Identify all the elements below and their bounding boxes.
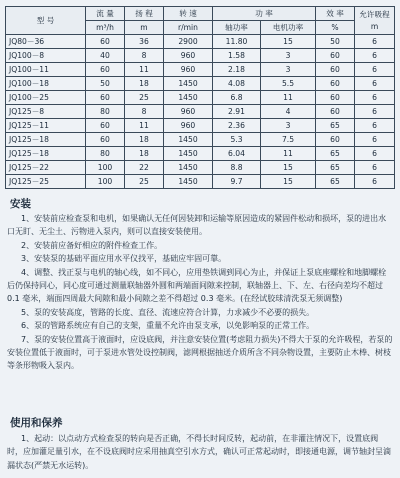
cell-motor: 11 (261, 147, 316, 161)
cell-motor: 3 (261, 119, 316, 133)
cell-speed: 960 (164, 63, 213, 77)
cell-model: JQ125－8 (6, 105, 86, 119)
cell-head: 8 (125, 49, 164, 63)
header-power: 功 率 (213, 7, 316, 21)
cell-motor: 15 (261, 35, 316, 49)
unit-flow: m³/h (86, 21, 125, 35)
cell-motor: 3 (261, 63, 316, 77)
cell-speed: 960 (164, 119, 213, 133)
header-suction-label: 允许吸程 (359, 9, 390, 19)
cell-shaft: 6.04 (213, 147, 261, 161)
cell-motor: 11 (261, 91, 316, 105)
cell-head: 8 (125, 105, 164, 119)
install-section (7, 212, 393, 373)
cell-eff: 50 (316, 35, 355, 49)
cell-eff: 60 (316, 91, 355, 105)
cell-speed: 960 (164, 49, 213, 63)
header-shaft-power: 轴功率 (213, 21, 261, 35)
table-row (6, 147, 395, 161)
table-row (6, 105, 395, 119)
table-row (6, 91, 395, 105)
cell-model: JQ80－36 (6, 35, 86, 49)
cell-flow: 100 (86, 175, 125, 189)
cell-suction: 6 (355, 161, 395, 175)
install-p6: 6、泵的管路系统应有自己的支架，重量不允许由泵支承，以免影响泵的正常工作。 (21, 321, 315, 331)
cell-speed: 1450 (164, 133, 213, 147)
cell-shaft: 2.18 (213, 63, 261, 77)
cell-model: JQ125－22 (6, 161, 86, 175)
cell-shaft: 1.58 (213, 49, 261, 63)
cell-suction: 6 (355, 105, 395, 119)
header-speed: 转 速 (164, 7, 213, 21)
cell-speed: 1450 (164, 77, 213, 91)
cell-flow: 50 (86, 77, 125, 91)
usage-p1: 1、起动：以点动方式检查泵的转向是否正确，不得长时间反转，起动前，在非灌注情况下，设置底阀时，应加灌足量引水，在不设底阀时应采用抽真空引水方式，确认可正常起动时，即接通电源，调节轴封呈滴漏状态(严禁无水运转)。 (7, 434, 391, 470)
unit-efficiency: % (316, 21, 355, 35)
table-row (6, 133, 395, 147)
table-row (6, 119, 395, 133)
install-title: 安装 (10, 198, 31, 210)
pump-spec-table (5, 6, 395, 189)
header-suction (355, 7, 395, 35)
cell-eff: 60 (316, 105, 355, 119)
cell-flow: 80 (86, 105, 125, 119)
cell-suction: 6 (355, 175, 395, 189)
cell-head: 36 (125, 35, 164, 49)
table-row (6, 49, 395, 63)
cell-head: 25 (125, 175, 164, 189)
cell-shaft: 8.8 (213, 161, 261, 175)
cell-eff: 65 (316, 161, 355, 175)
cell-model: JQ100－18 (6, 77, 86, 91)
cell-motor: 7.5 (261, 133, 316, 147)
unit-head: m (125, 21, 164, 35)
header-model: 型 号 (6, 7, 86, 35)
header-flow: 流 量 (86, 7, 125, 21)
unit-speed: r/min (164, 21, 213, 35)
cell-model: JQ125－18 (6, 133, 86, 147)
cell-model: JQ125－11 (6, 119, 86, 133)
table-row (6, 175, 395, 189)
cell-eff: 60 (316, 63, 355, 77)
cell-suction: 6 (355, 133, 395, 147)
cell-shaft: 11.80 (213, 35, 261, 49)
cell-head: 18 (125, 133, 164, 147)
table-row (6, 77, 395, 91)
cell-suction: 6 (355, 119, 395, 133)
table-row (6, 161, 395, 175)
table-row (6, 35, 395, 49)
install-p7: 7、泵的安装位置高于液面时，应设底阀，并注意安装位置(考虑阻力损失)不得大于泵的允许吸程，若泵的安装位置低于液面时，可于泵进水管处设控制阀，滤网根据抽送介质所含不同杂物设置，主要防止木棒、树枝等条形物吸入泵内。 (7, 334, 393, 371)
install-p3: 3、安装泵的基础平面应用水平仪找平，基础应牢固可靠。 (21, 254, 227, 264)
header-motor-power: 电机功率 (261, 21, 316, 35)
cell-speed: 1450 (164, 91, 213, 105)
cell-eff: 60 (316, 49, 355, 63)
cell-motor: 15 (261, 161, 316, 175)
cell-shaft: 2.36 (213, 119, 261, 133)
cell-head: 22 (125, 161, 164, 175)
cell-model: JQ100－25 (6, 91, 86, 105)
cell-model: JQ125－25 (6, 175, 86, 189)
cell-shaft: 9.7 (213, 175, 261, 189)
install-p5: 5、泵的安装高度，管路的长度、直径、流速应符合计算，力求减少不必要的损失。 (21, 307, 315, 317)
cell-model: JQ125－18 (6, 147, 86, 161)
cell-flow: 100 (86, 161, 125, 175)
install-p1: 1、安装前应检查泵和电机，如果确认无任何因装卸和运输等原因造成的紧固件松动和损坏，泵的进出水口无盯、无尘土、污物进入泵内，则可以直接安装使用。 (7, 214, 387, 237)
cell-motor: 15 (261, 175, 316, 189)
cell-shaft: 5.3 (213, 133, 261, 147)
cell-model: JQ100－11 (6, 63, 86, 77)
cell-suction: 6 (355, 49, 395, 63)
install-p2: 2、安装前应备好相应的附件检查工作。 (21, 240, 163, 250)
header-suction-unit: m (370, 21, 379, 31)
cell-motor: 5.5 (261, 77, 316, 91)
cell-flow: 40 (86, 49, 125, 63)
cell-eff: 65 (316, 147, 355, 161)
cell-suction: 6 (355, 63, 395, 77)
cell-suction: 6 (355, 147, 395, 161)
cell-model: JQ100－8 (6, 49, 86, 63)
cell-speed: 1450 (164, 161, 213, 175)
cell-speed: 1450 (164, 147, 213, 161)
install-p4: 4、调整、找正泵与电机的轴心线，如不同心，应用垫铁调到同心为止，并保证上泵底座螺栓和地脚螺栓后仍保持同心，同心度可通过测量联轴器外圆和两端面间隙来控制，联轴器上、下、左、右径向差均不超过 0.1 毫米，端面四周最大间隙和最小间隙之差不得超过 0.3 毫米。(在经试胶球清洗泵无须调整) (7, 267, 387, 304)
cell-suction: 6 (355, 91, 395, 105)
cell-shaft: 4.08 (213, 77, 261, 91)
cell-head: 25 (125, 91, 164, 105)
table-row (6, 63, 395, 77)
cell-speed: 1450 (164, 175, 213, 189)
usage-title: 使用和保养 (10, 417, 63, 429)
cell-eff: 65 (316, 175, 355, 189)
cell-motor: 3 (261, 49, 316, 63)
cell-flow: 60 (86, 91, 125, 105)
cell-flow: 60 (86, 133, 125, 147)
cell-shaft: 2.91 (213, 105, 261, 119)
cell-flow: 60 (86, 119, 125, 133)
cell-shaft: 6.8 (213, 91, 261, 105)
cell-flow: 80 (86, 147, 125, 161)
cell-motor: 4 (261, 105, 316, 119)
cell-suction: 6 (355, 35, 395, 49)
cell-head: 11 (125, 119, 164, 133)
spec-table-body (6, 35, 395, 189)
cell-flow: 60 (86, 35, 125, 49)
cell-head: 11 (125, 63, 164, 77)
header-head: 扬 程 (125, 7, 164, 21)
cell-eff: 65 (316, 119, 355, 133)
header-efficiency: 效 率 (316, 7, 355, 21)
cell-flow: 60 (86, 63, 125, 77)
cell-suction: 6 (355, 77, 395, 91)
cell-speed: 2900 (164, 35, 213, 49)
cell-head: 18 (125, 77, 164, 91)
cell-speed: 960 (164, 105, 213, 119)
usage-section (7, 432, 393, 472)
cell-head: 18 (125, 147, 164, 161)
cell-eff: 60 (316, 133, 355, 147)
cell-eff: 60 (316, 77, 355, 91)
